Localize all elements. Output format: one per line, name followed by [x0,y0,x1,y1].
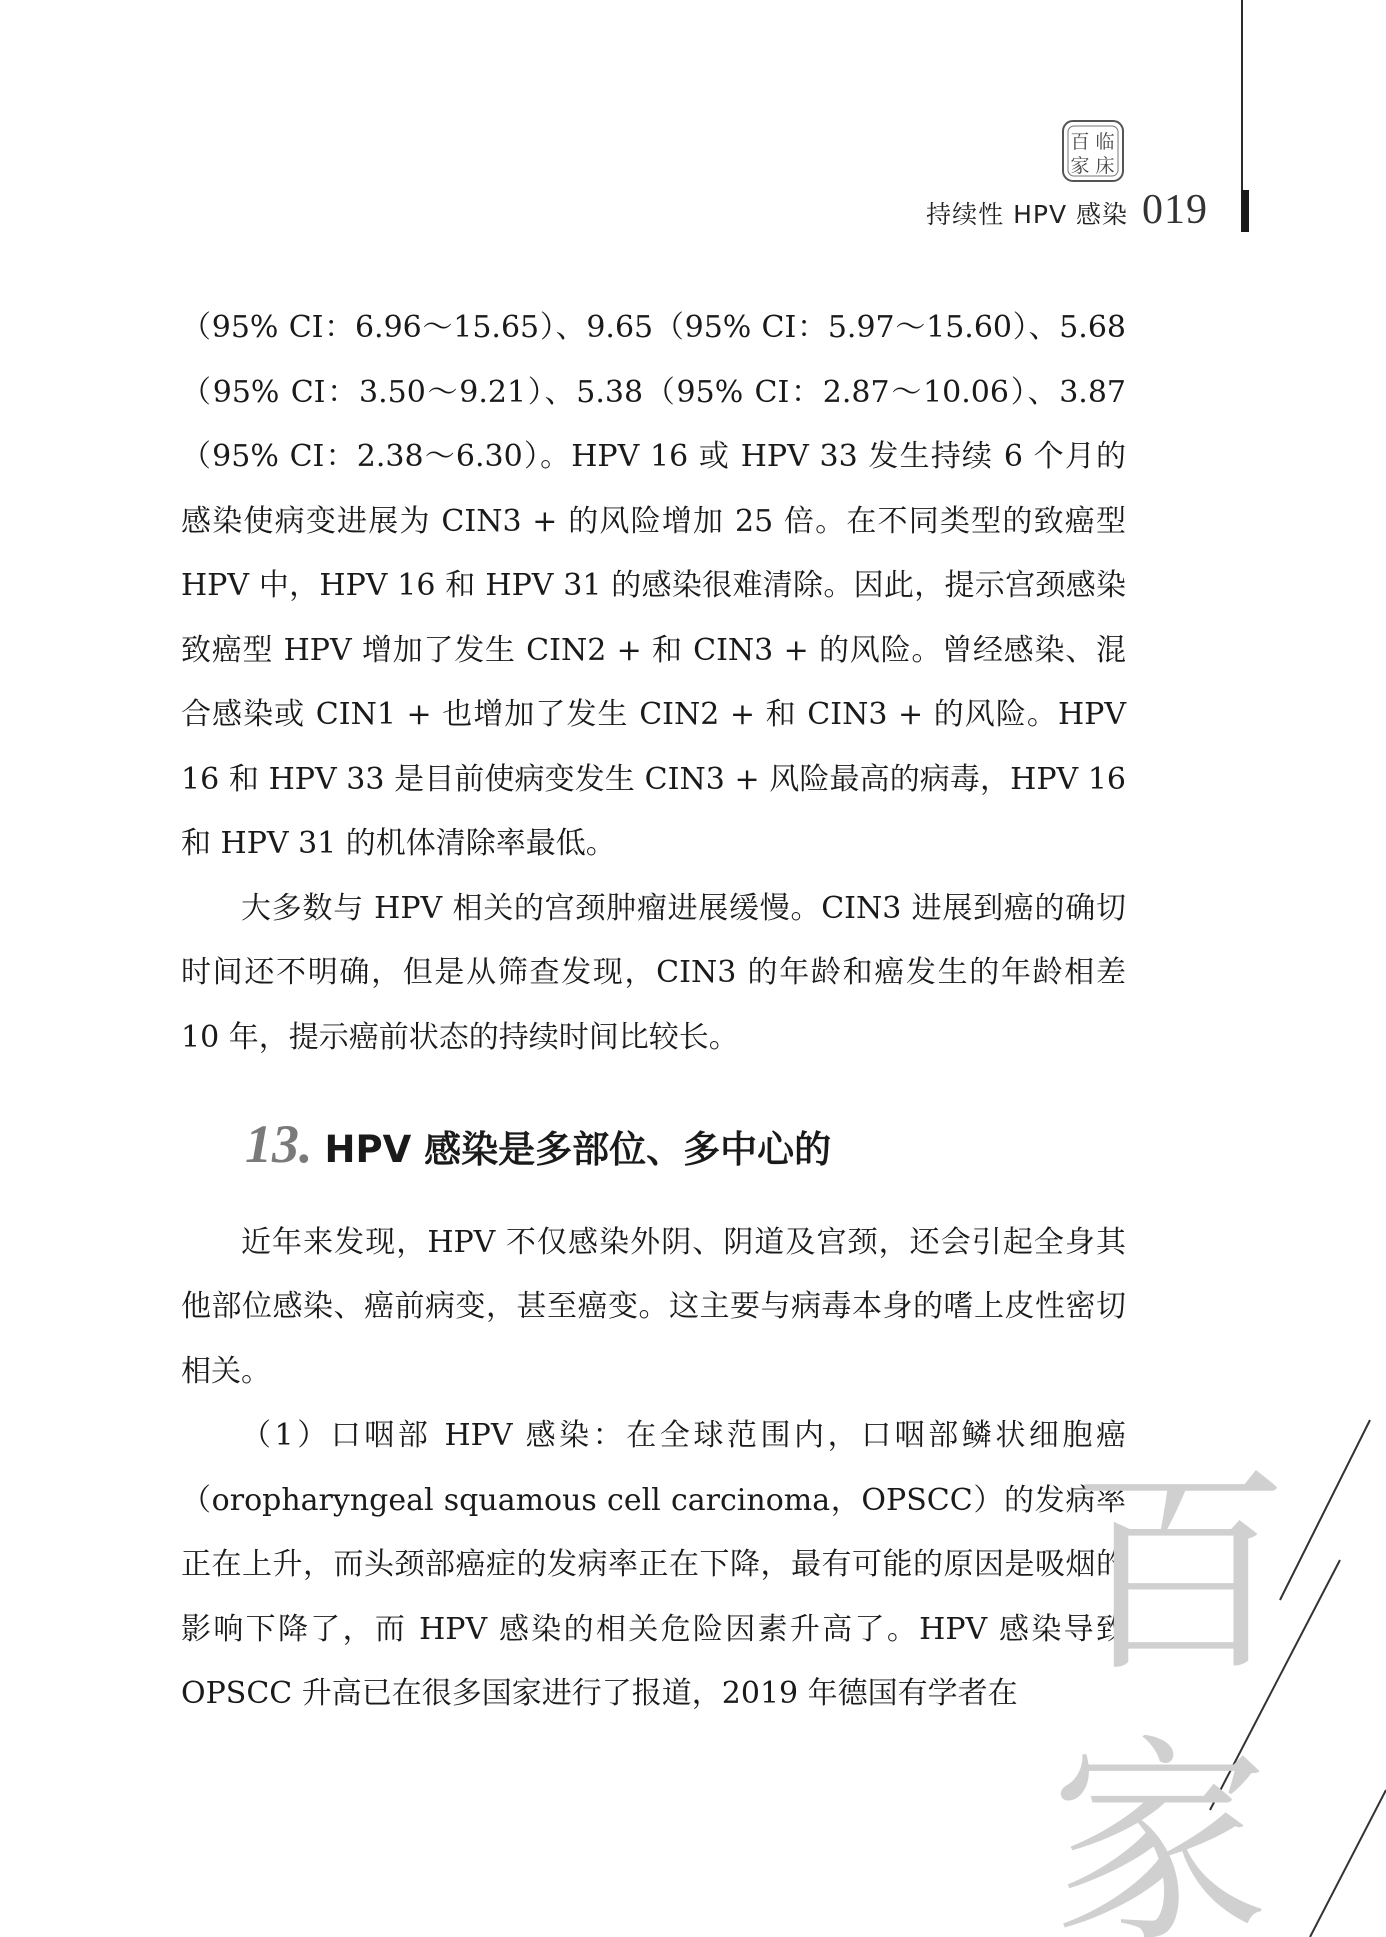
publisher-seal-logo [1060,118,1126,184]
section-heading [245,1112,1126,1183]
body-text [181,296,1126,1727]
watermark-char-2: 家 [1050,1716,1271,1937]
running-title: 持续性 HPV 感染 [926,200,1128,229]
paragraph-progression: 大多数与 HPV 相关的宫颈肿瘤进展缓慢。CIN3 进展到癌的确切时间还不明确，但是从筛查发现，CIN3 的年龄和癌发生的年龄相差 10 年，提示癌前状态的持续时间比较长。 [181,890,1126,1055]
page-number: 019 [1142,187,1208,233]
running-head [926,186,1208,234]
seal-char-4: 床 [1095,155,1115,177]
paragraph-oropharyngeal: （1）口咽部 HPV 感染：在全球范围内，口咽部鳞状细胞癌（oropharyngeal squamous cell carcinoma，OPSCC）的发病率正在上升，而头颈部癌症的发病率正在下降，最有可能的原因是吸烟的影响下降了，而 HPV 感染的相关危险因素升高了。HPV 感染导致 OPSCC 升高已在很多国家进行了报道，2019 年德国有学者在 [181,1418,1126,1711]
seal-char-3: 家 [1070,155,1090,177]
paragraph-intro: 近年来发现，HPV 不仅感染外阴、阴道及宫颈，还会引起全身其他部位感染、癌前病变，甚至癌变。这主要与病毒本身的嗜上皮性密切相关。 [181,1224,1126,1389]
header-thick-bar [1241,190,1249,232]
section-number: 13. [245,1114,313,1174]
watermark-char-1: 百 [1070,1446,1291,1702]
watermark-calligraphy [1040,1400,1386,1937]
paragraph-continued: （95% CI：6.96～15.65）、9.65（95% CI：5.97～15.60）、5.68（95% CI：3.50～9.21）、5.38（95% CI：2.87～10.06）、3.87（95% CI：2.38～6.30）。HPV 16 或 HPV 33 发生持续 6 个月的感染使病变进展为 CIN3 + 的风险增加 25 倍。在不同类型的致癌型 HPV 中，HPV 16 和 HPV 31 的感染很难清除。因此，提示宫颈感染致癌型 HPV 增加了发生 CIN2 + 和 CIN3 + 的风险。曾经感染、混合感染或 CIN1 + 也增加了发生 CIN2 + 和 CIN3 + 的风险。HPV 16 和 HPV 33 是目前使病变发生 CIN3 + 风险最高的病毒，HPV 16 和 HPV 31 的机体清除率最低。 [181,310,1126,861]
seal-char-1: 百 [1070,131,1090,153]
section-title: HPV 感染是多部位、多中心的 [324,1128,832,1171]
seal-char-2: 临 [1095,131,1115,153]
